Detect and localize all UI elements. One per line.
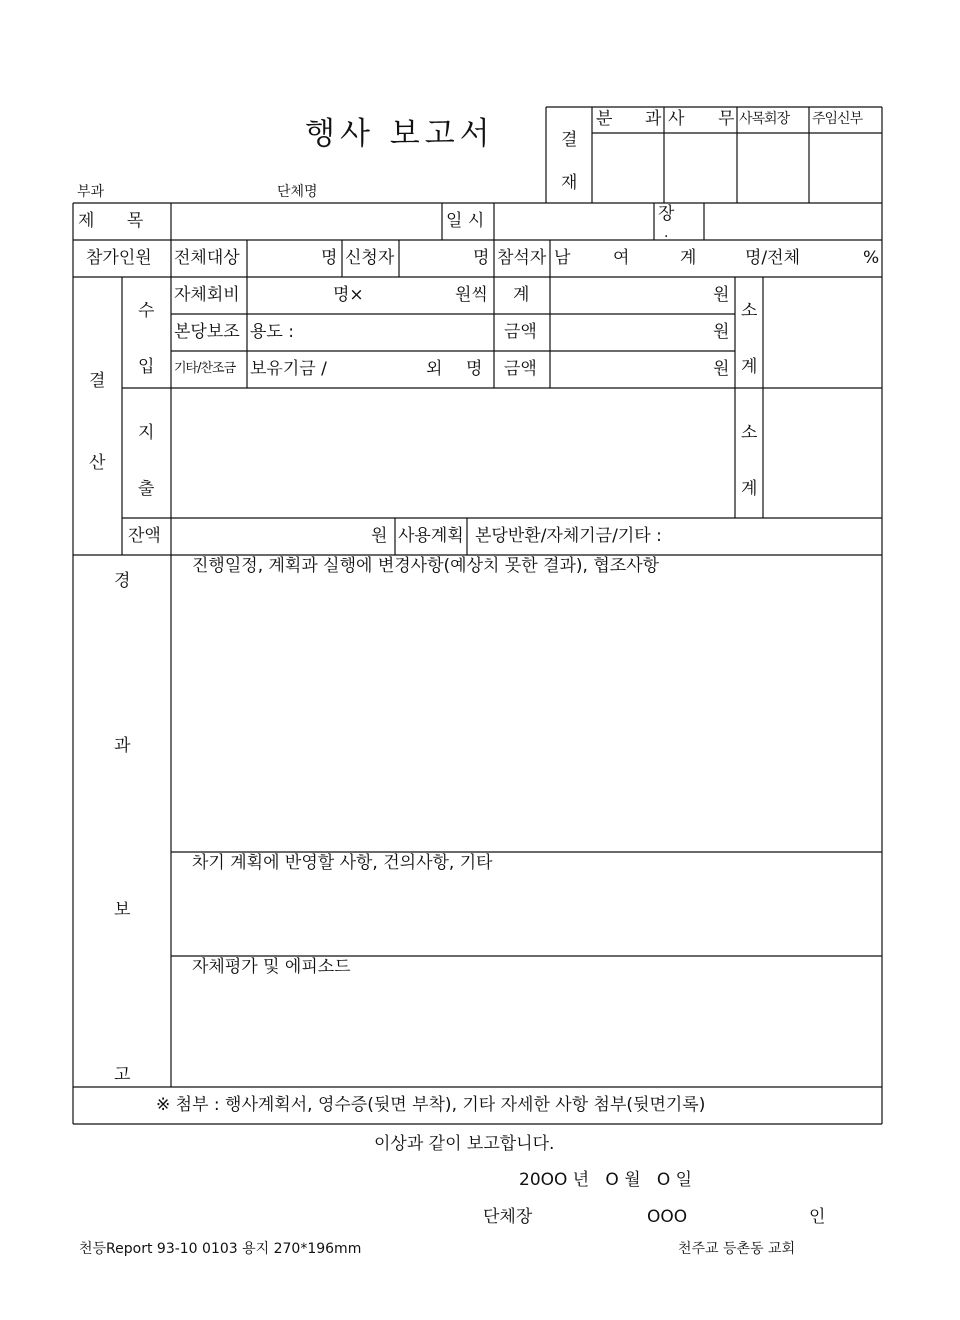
place-field[interactable] bbox=[705, 204, 881, 239]
form-code: 천등Report 93-10 0103 용지 270*196mm bbox=[79, 1241, 362, 1257]
expense-label-1: 지 bbox=[138, 423, 155, 443]
parish-subsidy-amount-label: 금액 bbox=[504, 322, 537, 342]
income-label-2: 입 bbox=[138, 357, 155, 377]
report-side-1: 경 bbox=[114, 571, 131, 591]
report-date: 20OO 년 O 월 O 일 bbox=[519, 1170, 693, 1190]
group-head-name: OOO bbox=[647, 1207, 688, 1227]
settlement-label-2: 산 bbox=[89, 453, 106, 473]
other-amount-label: 금액 bbox=[504, 359, 537, 379]
income-subtotal-1: 소 bbox=[741, 301, 758, 321]
report-side-3: 보 bbox=[114, 900, 131, 920]
expense-subtotal-2: 계 bbox=[741, 479, 758, 499]
seal-label: 인 bbox=[809, 1207, 826, 1227]
attendees-label: 참석자 bbox=[497, 248, 547, 268]
title-label: 제 목 bbox=[78, 211, 144, 231]
approval-col-2a: 사 bbox=[668, 109, 685, 129]
other-won: 원 bbox=[713, 359, 730, 379]
settlement-label-1: 결 bbox=[89, 371, 106, 391]
report-progress-field[interactable] bbox=[172, 580, 881, 850]
parish-subsidy-won: 원 bbox=[713, 322, 730, 342]
usage-plan-label: 사용계획 bbox=[398, 526, 464, 546]
self-dues-won: 원 bbox=[713, 285, 730, 305]
approval-sign-2[interactable] bbox=[665, 134, 736, 202]
approval-sign-1[interactable] bbox=[593, 134, 663, 202]
self-dues-sum-label: 계 bbox=[513, 285, 530, 305]
self-dues-each: 원씩 bbox=[455, 285, 488, 305]
report-next-plan-field[interactable] bbox=[172, 878, 881, 954]
approval-label-1: 결 bbox=[561, 130, 578, 150]
page-title: 행사 보고서 bbox=[305, 116, 495, 152]
ratio-label: 명/전체 bbox=[745, 248, 800, 268]
percent-label: % bbox=[863, 248, 880, 268]
approval-col-3: 사목회장 bbox=[739, 111, 790, 127]
report-section-next-plan: 차기 계획에 반영할 사항, 건의사항, 기타 bbox=[192, 853, 493, 873]
parish-subsidy-use: 용도 : bbox=[250, 322, 294, 342]
income-subtotal-2: 계 bbox=[741, 357, 758, 377]
parish-subsidy-label: 본당보조 bbox=[174, 322, 240, 342]
self-dues-people: 명× bbox=[333, 285, 364, 305]
approval-label-2: 재 bbox=[561, 173, 578, 193]
others-label: 외 bbox=[426, 359, 443, 379]
approval-col-4: 주임신부 bbox=[812, 111, 863, 127]
self-dues-label: 자체회비 bbox=[174, 285, 240, 305]
report-section-evaluation: 자체평가 및 에피소드 bbox=[192, 957, 351, 977]
usage-plan-value: 본당반환/자체기금/기타 : bbox=[475, 526, 662, 546]
other-donation-label: 기타/찬조금 bbox=[174, 361, 236, 376]
place-label: 장 bbox=[658, 204, 675, 224]
participants-label: 참가인원 bbox=[86, 248, 152, 268]
attachment-note: ※ 첨부 : 행사계획서, 영수증(뒷면 부착), 기타 자세한 사항 첨부(뒷면기록) bbox=[156, 1095, 706, 1115]
approval-col-1b: 과 bbox=[645, 109, 662, 129]
group-head-label: 단체장 bbox=[483, 1207, 533, 1227]
income-label-1: 수 bbox=[138, 301, 155, 321]
balance-label: 잔액 bbox=[128, 526, 161, 546]
total-label: 계 bbox=[680, 248, 697, 268]
group-name-label: 단체명 bbox=[277, 184, 318, 200]
reserve-fund-label: 보유기금 / bbox=[250, 359, 327, 379]
male-label: 남 bbox=[554, 248, 571, 268]
approval-sign-4[interactable] bbox=[810, 134, 881, 202]
dept-label: 부과 bbox=[77, 184, 105, 200]
approval-col-1a: 분 bbox=[596, 109, 613, 129]
date-label: 일 시 bbox=[446, 211, 485, 231]
report-evaluation-field[interactable] bbox=[172, 982, 881, 1085]
female-label: 여 bbox=[613, 248, 630, 268]
place-dot: . bbox=[664, 225, 669, 241]
date-field[interactable] bbox=[495, 204, 653, 239]
total-target-label: 전체대상 bbox=[174, 248, 240, 268]
report-side-2: 과 bbox=[114, 736, 131, 756]
balance-won: 원 bbox=[371, 526, 388, 546]
church-name: 천주교 등촌동 교회 bbox=[678, 1241, 796, 1257]
report-side-4: 고 bbox=[114, 1065, 131, 1085]
approval-col-2b: 무 bbox=[718, 109, 735, 129]
title-field[interactable] bbox=[172, 204, 441, 239]
expense-label-2: 출 bbox=[138, 479, 155, 499]
report-section-progress: 진행일정, 계획과 실행에 변경사항(예상치 못한 결과), 협조사항 bbox=[192, 556, 660, 576]
unit-people-2: 명 bbox=[473, 248, 490, 268]
applicants-label: 신청자 bbox=[345, 248, 395, 268]
approval-sign-3[interactable] bbox=[738, 134, 808, 202]
expense-subtotal-1: 소 bbox=[741, 423, 758, 443]
unit-people-1: 명 bbox=[321, 248, 338, 268]
others-people: 명 bbox=[466, 359, 483, 379]
closing-text: 이상과 같이 보고합니다. bbox=[374, 1134, 555, 1154]
